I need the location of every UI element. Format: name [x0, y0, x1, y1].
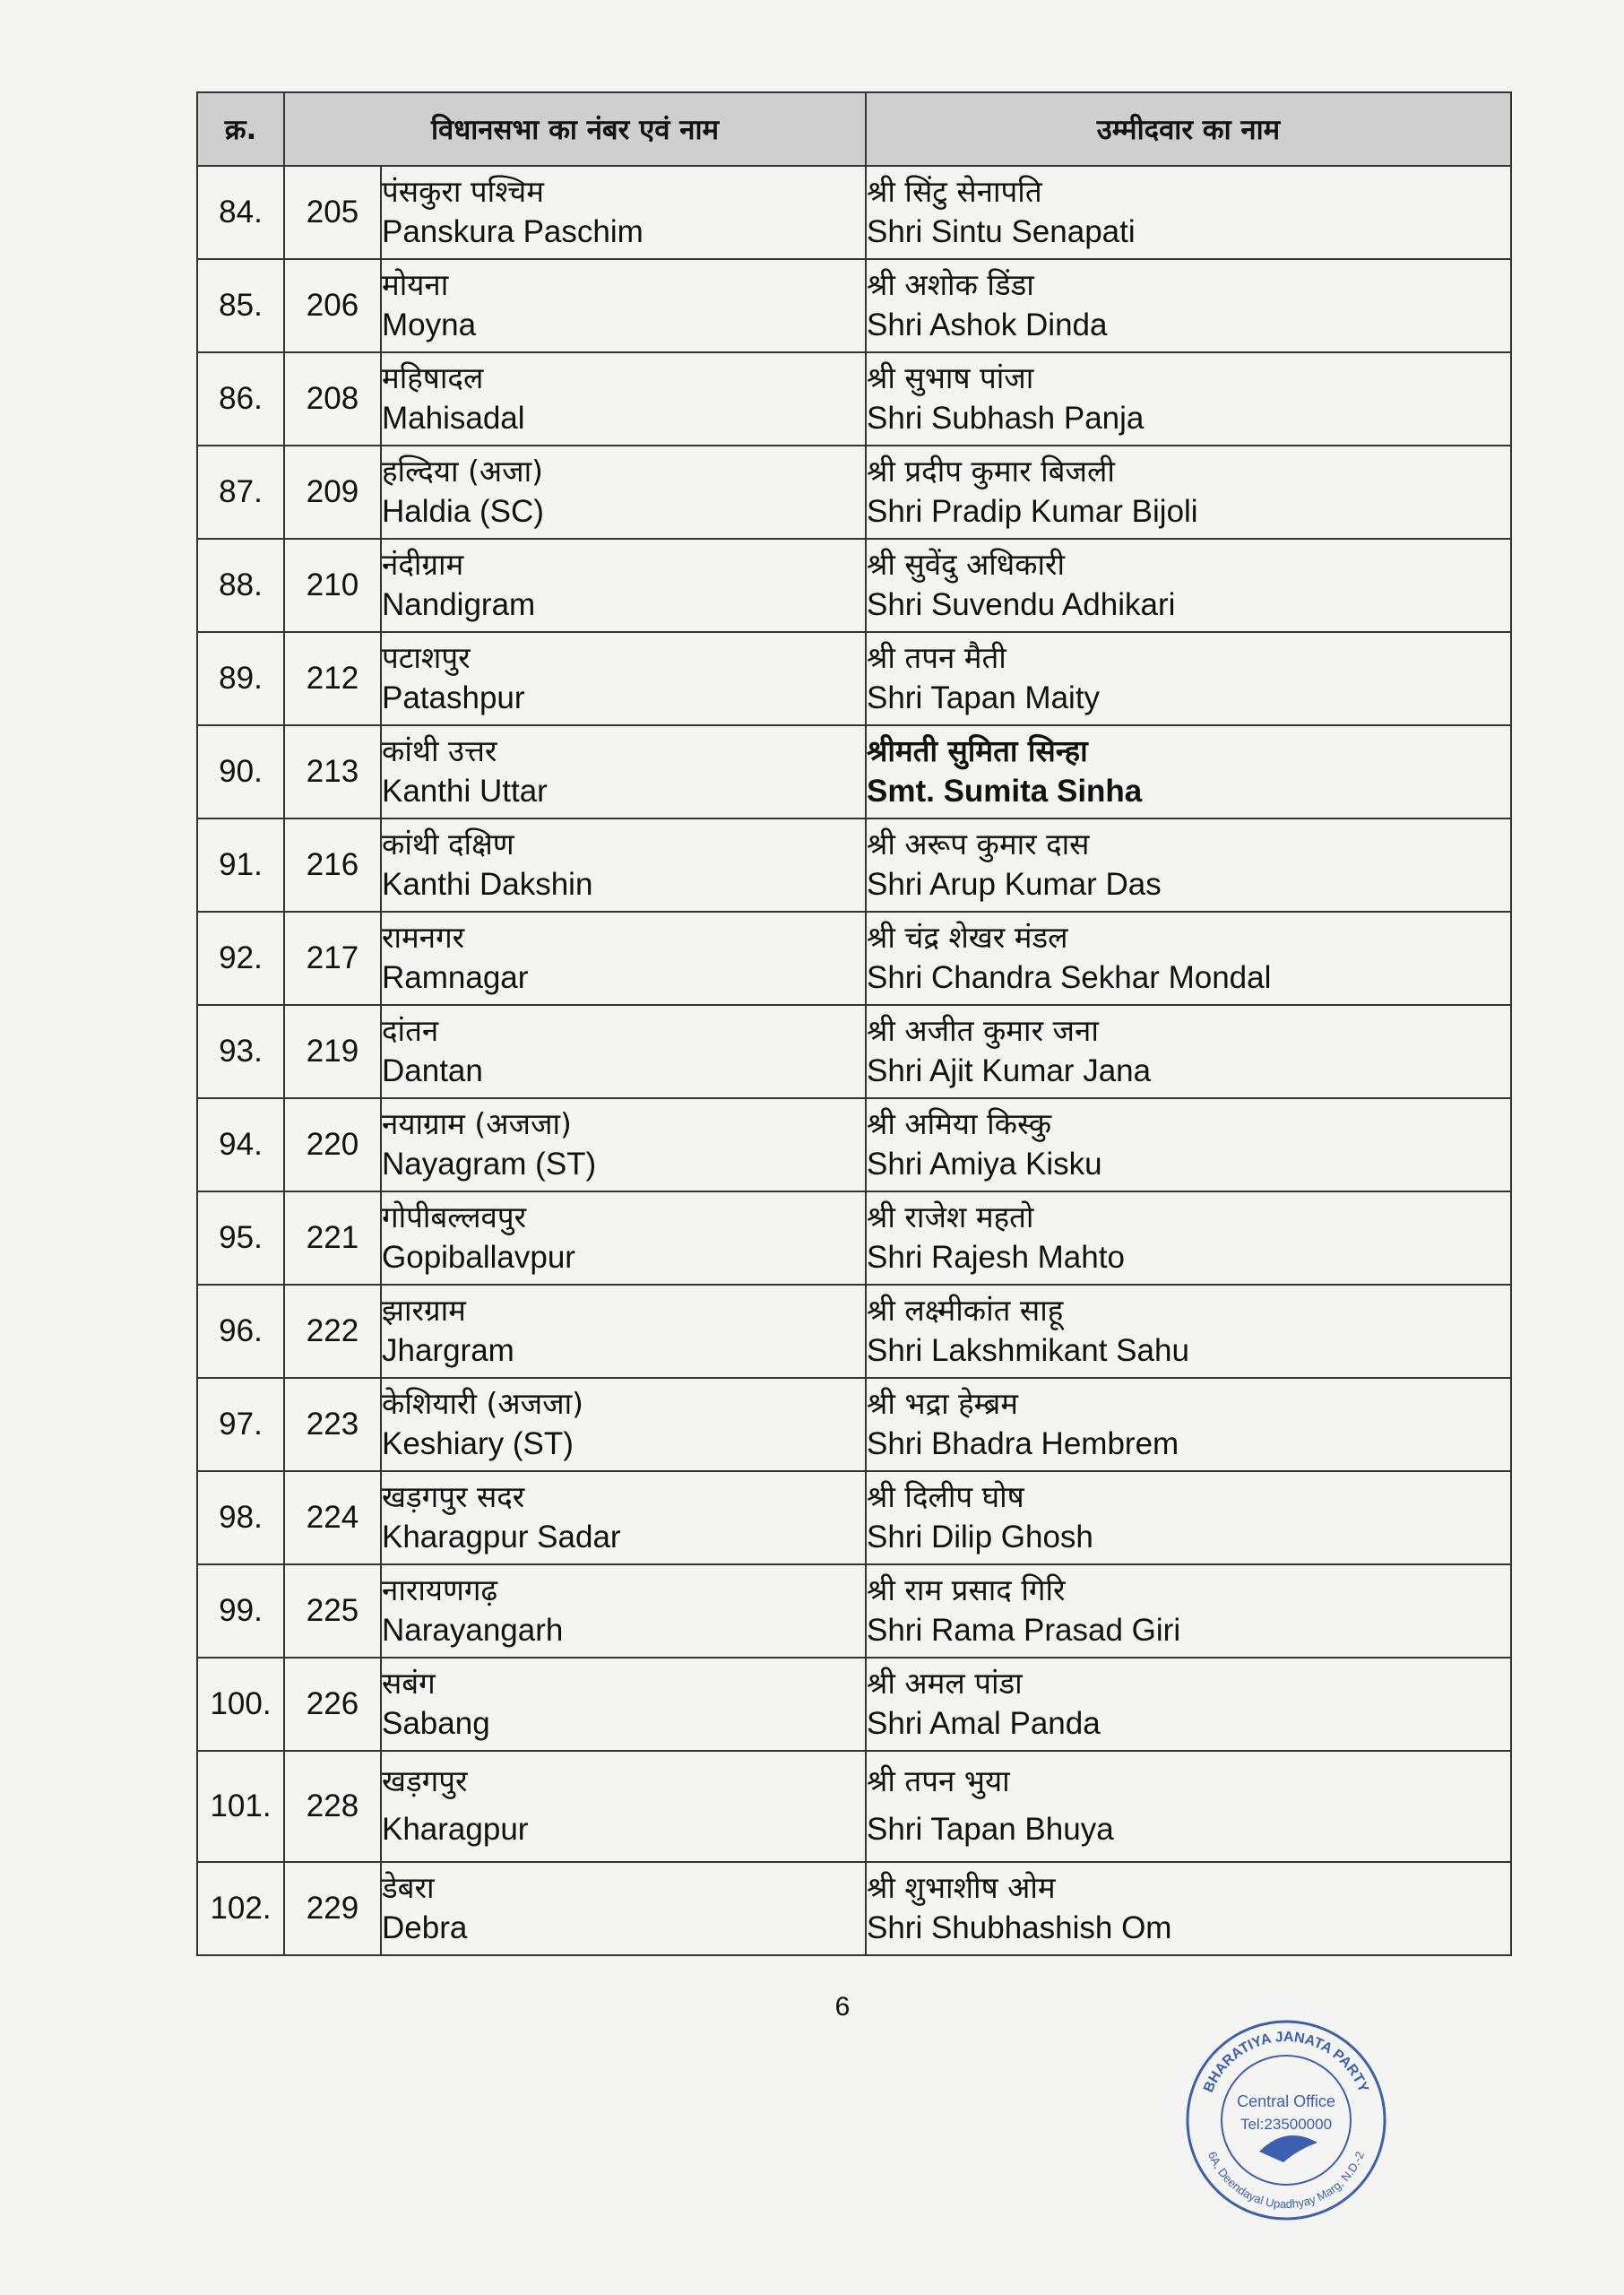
- table-row: [197, 632, 1511, 725]
- candidate-name-hindi: श्री अमल पांडा: [867, 1666, 1023, 1701]
- candidate-cell: [866, 166, 1511, 259]
- candidate-name-english: Shri Tapan Maity: [867, 680, 1101, 715]
- stamp-office-label: Central Office: [1237, 2092, 1335, 2110]
- stamp-address-text: 6A, Deendayal Upadhyay Marg, N.D.-2: [1205, 2149, 1368, 2212]
- constituency-cell: [381, 166, 866, 259]
- stamp-ring-text: BHARATIYA JANATA PARTY: [1201, 2029, 1371, 2095]
- constituency-cell: [381, 1564, 866, 1658]
- constituency-number: 205: [284, 166, 381, 259]
- candidate-name-hindi: श्री राजेश महतो: [867, 1199, 1034, 1234]
- table-row: [197, 1862, 1511, 1955]
- serial-number: 84.: [197, 166, 284, 259]
- candidate-name-english: Shri Tapan Bhuya: [867, 1812, 1114, 1847]
- constituency-name-hindi: कांथी दक्षिण: [382, 827, 514, 862]
- candidate-cell: [866, 1285, 1511, 1378]
- candidate-cell: [866, 259, 1511, 352]
- lotus-icon: [1259, 2135, 1317, 2162]
- candidate-name-hindi: श्री सुभाष पांजा: [867, 360, 1034, 395]
- party-office-stamp: [1183, 2017, 1389, 2223]
- constituency-number: 220: [284, 1098, 381, 1191]
- constituency-number: 222: [284, 1285, 381, 1378]
- serial-number: 92.: [197, 912, 284, 1005]
- constituency-name-hindi: केशियारी (अजजा): [382, 1386, 584, 1421]
- table-row: [197, 166, 1511, 259]
- constituency-cell: [381, 1098, 866, 1191]
- candidate-name-hindi: श्री सिंटु सेनापति: [867, 174, 1042, 209]
- serial-number: 87.: [197, 446, 284, 539]
- table-row: [197, 1751, 1511, 1862]
- stamp-phone: Tel:23500000: [1240, 2116, 1333, 2133]
- table-row: [197, 1658, 1511, 1751]
- table-row: [197, 1471, 1511, 1564]
- constituency-name-hindi: खड़गपुर: [382, 1763, 468, 1798]
- constituency-name-english: Kharagpur Sadar: [382, 1520, 621, 1555]
- constituency-cell: [381, 818, 866, 912]
- constituency-cell: [381, 1751, 866, 1862]
- constituency-name-english: Kanthi Uttar: [382, 774, 548, 809]
- table-row: [197, 259, 1511, 352]
- serial-number: 86.: [197, 352, 284, 446]
- constituency-number: 209: [284, 446, 381, 539]
- table-row: [197, 446, 1511, 539]
- constituency-number: 219: [284, 1005, 381, 1098]
- constituency-name-english: Kanthi Dakshin: [382, 867, 593, 902]
- constituency-name-english: Moyna: [382, 307, 477, 342]
- candidate-name-english: Shri Amal Panda: [867, 1706, 1101, 1741]
- constituency-name-english: Gopiballavpur: [382, 1240, 575, 1275]
- serial-number: 96.: [197, 1285, 284, 1378]
- candidate-cell: [866, 1564, 1511, 1658]
- constituency-name-hindi: महिषादल: [382, 360, 484, 395]
- table-row: [197, 352, 1511, 446]
- serial-number: 98.: [197, 1471, 284, 1564]
- candidate-name-english: Shri Ashok Dinda: [867, 307, 1108, 342]
- serial-number: 94.: [197, 1098, 284, 1191]
- serial-number: 97.: [197, 1378, 284, 1471]
- constituency-name-english: Patashpur: [382, 680, 525, 715]
- candidate-name-hindi: श्री अरूप कुमार दास: [867, 827, 1090, 862]
- constituency-number: 212: [284, 632, 381, 725]
- serial-number: 101.: [197, 1751, 284, 1862]
- constituency-cell: [381, 725, 866, 818]
- constituency-number: 223: [284, 1378, 381, 1471]
- constituency-number: 225: [284, 1564, 381, 1658]
- header-candidate: उम्मीदवार का नाम: [866, 92, 1511, 166]
- serial-number: 102.: [197, 1862, 284, 1955]
- candidate-name-hindi: श्री दिलीप घोष: [867, 1479, 1024, 1514]
- table-row: [197, 1098, 1511, 1191]
- candidate-name-english: Shri Subhash Panja: [867, 401, 1145, 436]
- candidate-name-hindi: श्री लक्ष्मीकांत साहू: [867, 1293, 1064, 1328]
- constituency-number: 210: [284, 539, 381, 632]
- candidate-cell: [866, 1005, 1511, 1098]
- constituency-name-hindi: कांथी उत्तर: [382, 733, 497, 768]
- candidate-name-hindi: श्री चंद्र शेखर मंडल: [867, 920, 1068, 955]
- candidate-cell: [866, 1658, 1511, 1751]
- candidate-cell: [866, 818, 1511, 912]
- constituency-cell: [381, 1862, 866, 1955]
- table-row: [197, 539, 1511, 632]
- constituency-cell: [381, 1191, 866, 1285]
- table-row: [197, 1564, 1511, 1658]
- candidate-name-hindi: श्री शुभाशीष ओम: [867, 1870, 1056, 1905]
- constituency-name-hindi: खड़गपुर सदर: [382, 1479, 525, 1514]
- constituency-number: 226: [284, 1658, 381, 1751]
- constituency-number: 216: [284, 818, 381, 912]
- constituency-number: 228: [284, 1751, 381, 1862]
- constituency-name-hindi: नयाग्राम (अजजा): [382, 1106, 572, 1141]
- candidate-cell: [866, 352, 1511, 446]
- candidate-cell: [866, 1191, 1511, 1285]
- candidate-name-english: Shri Chandra Sekhar Mondal: [867, 960, 1272, 995]
- header-serial: क्र.: [197, 92, 284, 166]
- constituency-number: 224: [284, 1471, 381, 1564]
- candidate-name-hindi: श्री अमिया किस्कु: [867, 1106, 1052, 1141]
- constituency-name-english: Dantan: [382, 1053, 483, 1088]
- constituency-cell: [381, 632, 866, 725]
- candidate-cell: [866, 632, 1511, 725]
- constituency-name-english: Panskura Paschim: [382, 214, 644, 249]
- table-row: [197, 1005, 1511, 1098]
- candidate-name-hindi: श्री प्रदीप कुमार बिजली: [867, 454, 1115, 489]
- candidate-name-english: Shri Rama Prasad Giri: [867, 1613, 1181, 1648]
- constituency-cell: [381, 912, 866, 1005]
- table-header-row: [197, 92, 1511, 166]
- constituency-name-hindi: सबंग: [382, 1666, 436, 1701]
- constituency-name-english: Debra: [382, 1910, 468, 1945]
- constituency-number: 213: [284, 725, 381, 818]
- constituency-name-hindi: पंसकुरा पश्चिम: [382, 174, 544, 209]
- constituency-name-hindi: मोयना: [382, 267, 449, 302]
- candidate-cell: [866, 1098, 1511, 1191]
- candidate-name-english: Shri Arup Kumar Das: [867, 867, 1162, 902]
- candidate-name-hindi: श्री अजीत कुमार जना: [867, 1013, 1099, 1048]
- constituency-number: 206: [284, 259, 381, 352]
- constituency-name-english: Keshiary (ST): [382, 1426, 574, 1461]
- candidate-cell: [866, 725, 1511, 818]
- constituency-name-english: Kharagpur: [382, 1812, 529, 1847]
- constituency-name-english: Narayangarh: [382, 1613, 564, 1648]
- candidate-cell: [866, 1862, 1511, 1955]
- candidate-name-english: Shri Dilip Ghosh: [867, 1520, 1093, 1555]
- candidate-cell: [866, 1378, 1511, 1471]
- constituency-cell: [381, 1005, 866, 1098]
- serial-number: 99.: [197, 1564, 284, 1658]
- constituency-name-hindi: हल्दिया (अजा): [382, 454, 543, 489]
- candidate-name-hindi: श्री तपन मैती: [867, 640, 1006, 675]
- constituency-cell: [381, 1471, 866, 1564]
- candidate-name-english: Smt. Sumita Sinha: [867, 774, 1143, 809]
- candidate-cell: [866, 912, 1511, 1005]
- constituency-name-hindi: पटाशपुर: [382, 640, 471, 675]
- constituency-name-english: Mahisadal: [382, 401, 525, 436]
- page-number: 6: [834, 1992, 851, 2022]
- constituency-cell: [381, 1378, 866, 1471]
- constituency-cell: [381, 259, 866, 352]
- serial-number: 95.: [197, 1191, 284, 1285]
- candidate-name-hindi: श्री सुवेंदु अधिकारी: [867, 547, 1066, 582]
- candidate-name-hindi: श्री राम प्रसाद गिरि: [867, 1572, 1066, 1607]
- table-row: [197, 725, 1511, 818]
- constituency-name-english: Nayagram (ST): [382, 1147, 597, 1182]
- serial-number: 93.: [197, 1005, 284, 1098]
- header-constituency: विधानसभा का नंबर एवं नाम: [284, 92, 866, 166]
- constituency-cell: [381, 539, 866, 632]
- candidate-name-english: Shri Pradip Kumar Bijoli: [867, 494, 1198, 529]
- candidate-name-english: Shri Lakshmikant Sahu: [867, 1333, 1189, 1368]
- constituency-cell: [381, 352, 866, 446]
- constituency-name-english: Nandigram: [382, 587, 536, 622]
- constituency-number: 208: [284, 352, 381, 446]
- serial-number: 85.: [197, 259, 284, 352]
- candidate-name-english: Shri Suvendu Adhikari: [867, 587, 1176, 622]
- candidate-name-hindi: श्री अशोक डिंडा: [867, 267, 1034, 302]
- constituency-name-hindi: दांतन: [382, 1013, 439, 1048]
- constituency-name-english: Jhargram: [382, 1333, 514, 1368]
- constituency-cell: [381, 1285, 866, 1378]
- serial-number: 91.: [197, 818, 284, 912]
- serial-number: 90.: [197, 725, 284, 818]
- candidate-name-english: Shri Sintu Senapati: [867, 214, 1136, 249]
- table-row: [197, 1378, 1511, 1471]
- serial-number: 88.: [197, 539, 284, 632]
- candidate-name-english: Shri Bhadra Hembrem: [867, 1426, 1179, 1461]
- serial-number: 89.: [197, 632, 284, 725]
- constituency-cell: [381, 1658, 866, 1751]
- constituency-name-hindi: नंदीग्राम: [382, 547, 464, 582]
- candidate-cell: [866, 1471, 1511, 1564]
- serial-number: 100.: [197, 1658, 284, 1751]
- constituency-name-hindi: रामनगर: [382, 920, 465, 955]
- constituency-cell: [381, 446, 866, 539]
- candidate-cell: [866, 539, 1511, 632]
- constituency-number: 217: [284, 912, 381, 1005]
- constituency-number: 229: [284, 1862, 381, 1955]
- table-row: [197, 1285, 1511, 1378]
- constituency-name-english: Ramnagar: [382, 960, 529, 995]
- constituency-number: 221: [284, 1191, 381, 1285]
- constituency-name-english: Haldia (SC): [382, 494, 544, 529]
- constituency-name-english: Sabang: [382, 1706, 490, 1741]
- table-row: [197, 818, 1511, 912]
- candidate-name-english: Shri Rajesh Mahto: [867, 1240, 1125, 1275]
- candidate-name-english: Shri Shubhashish Om: [867, 1910, 1172, 1945]
- constituency-name-hindi: नारायणगढ़: [382, 1572, 498, 1607]
- constituency-name-hindi: डेबरा: [382, 1870, 435, 1905]
- table-row: [197, 1191, 1511, 1285]
- candidate-table: [196, 91, 1512, 1956]
- candidate-name-hindi: श्री भद्रा हेम्ब्रम: [867, 1386, 1018, 1421]
- candidate-name-hindi: श्री तपन भुया: [867, 1763, 1010, 1798]
- candidate-cell: [866, 1751, 1511, 1862]
- candidate-name-english: Shri Ajit Kumar Jana: [867, 1053, 1152, 1088]
- candidate-name-hindi: श्रीमती सुमिता सिन्हा: [867, 733, 1088, 768]
- candidate-cell: [866, 446, 1511, 539]
- candidate-name-english: Shri Amiya Kisku: [867, 1147, 1102, 1182]
- table-row: [197, 912, 1511, 1005]
- constituency-name-hindi: झारग्राम: [382, 1293, 466, 1328]
- constituency-name-hindi: गोपीबल्लवपुर: [382, 1199, 527, 1234]
